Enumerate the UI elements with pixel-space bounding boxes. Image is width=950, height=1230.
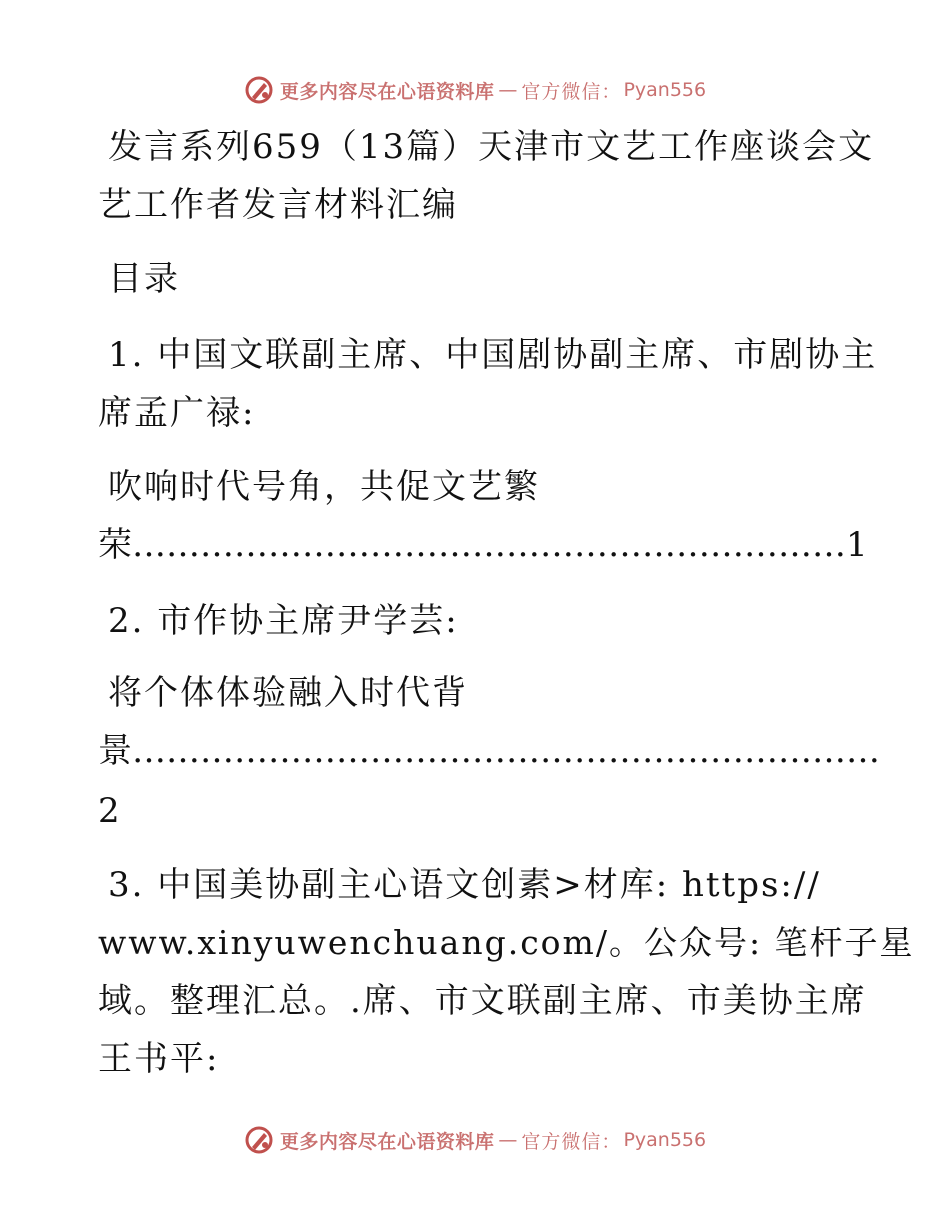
toc-item-3-line-3: 域。整理汇总。.席、市文联副主席、市美协主席 bbox=[98, 981, 867, 1021]
toc-item-1-title: 吹响时代号角，共促文艺繁 bbox=[108, 467, 540, 507]
toc-heading: 目录 bbox=[108, 259, 180, 299]
toc-item-2-title: 将个体体验融入时代背 bbox=[108, 673, 468, 713]
banner-wechat-id: Pyan556 bbox=[623, 1129, 707, 1151]
pen-logo-icon bbox=[244, 75, 274, 105]
footer-banner bbox=[0, 1120, 950, 1160]
banner-wechat-label: 官方微信： bbox=[521, 1130, 622, 1153]
toc-item-3-line-1: 3. 中国美协副主心语文创素>材库: https:// bbox=[108, 865, 821, 905]
banner-wechat-label: 官方微信： bbox=[521, 80, 622, 103]
toc-item-2-leader: 景………………………………………………………… bbox=[98, 731, 880, 771]
toc-item-3-line-2: www.xinyuwenchuang.com/。公众号: 笔杆子星 bbox=[98, 923, 915, 962]
doc-title-line-2: 艺工作者发言材料汇编 bbox=[98, 185, 458, 225]
banner-wechat-id: Pyan556 bbox=[623, 79, 707, 101]
toc-item-1-line-2: 席孟广禄: bbox=[98, 393, 256, 433]
toc-item-2-line-1: 2. 市作协主席尹学芸: bbox=[108, 601, 459, 641]
banner-dash: — bbox=[498, 79, 518, 101]
toc-item-1-leader: 荣………………………………………………………1 bbox=[98, 525, 868, 565]
doc-title-line-1: 发言系列659（13篇）天津市文艺工作座谈会文 bbox=[108, 127, 875, 167]
pen-logo-icon bbox=[244, 1125, 274, 1155]
banner-main-text: 更多内容尽在心语资料库 bbox=[279, 80, 495, 103]
toc-item-3-line-4: 王书平: bbox=[98, 1039, 220, 1079]
banner-dash: — bbox=[498, 1129, 518, 1151]
toc-item-1-line-1: 1. 中国文联副主席、中国剧协副主席、市剧协主 bbox=[108, 335, 878, 375]
header-banner bbox=[0, 70, 950, 110]
banner-main-text: 更多内容尽在心语资料库 bbox=[279, 1130, 495, 1153]
toc-item-2-page: 2 bbox=[98, 791, 122, 831]
